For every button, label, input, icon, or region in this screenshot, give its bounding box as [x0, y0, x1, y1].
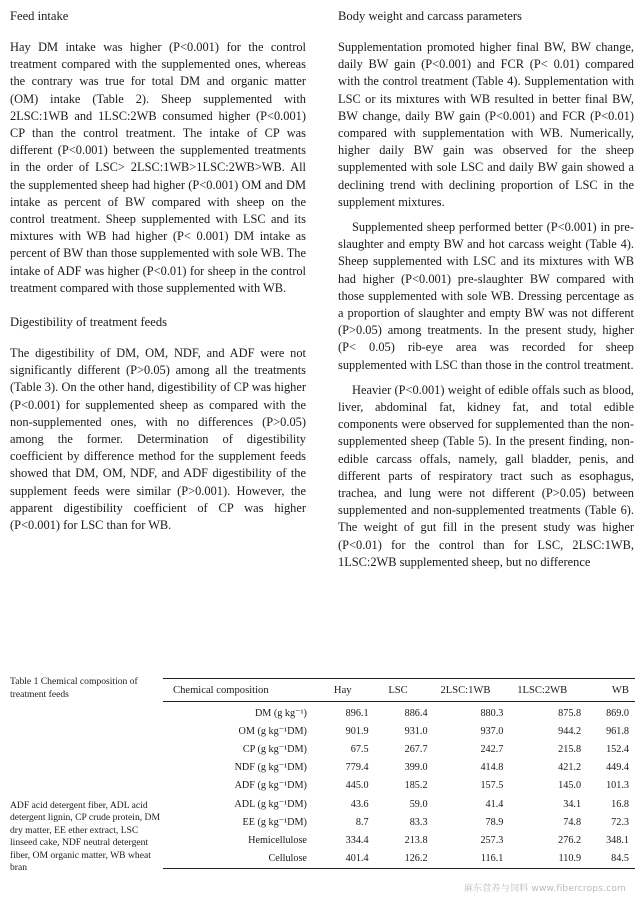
table-cell: 421.2 [558, 762, 582, 774]
table-row [163, 831, 635, 849]
table-footnote: ADF acid detergent fiber, ADL acid detergent lignin, CP crude protein, DM dry matter, EE ether extract, LSC linseed cake, NDF neutral detergent fiber, OM organic matter, WB wheat bran [10, 800, 161, 874]
paragraph-body-weight-1: Supplementation promoted higher final BW, BW change, daily BW gain (P<0.001) and FCR (P< 0.01) compared with the control treatment (Table 4). Supplementation with LSC or its mixtures with WB resulted in better final BW, BW change, daily BW gain (P<0.001) and FCR (P<0.01) compared with supplementation with WB. Numerically, higher daily BW gain was observed for the sheep supplemented with sole LSC and daily BW gain showed a declining trend with declining proportion of LSC in the supplement mixtures. [338, 40, 634, 209]
table-cell: Cellulose [163, 850, 317, 869]
chemical-composition-table [163, 678, 635, 869]
table-cell: 78.9 [485, 816, 504, 828]
table-cell: 449.4 [606, 762, 629, 774]
table-cell: CP (g kg⁻¹DM) [242, 743, 307, 755]
table-cell: 152.4 [606, 743, 629, 755]
table-cell: 215.8 [558, 743, 582, 755]
table-cell: 886.4 [404, 707, 428, 719]
table-cell: 145.0 [558, 780, 582, 792]
table-cell: 213.8 [404, 834, 428, 846]
table-header-cell: Hay [317, 679, 369, 702]
table-row [163, 759, 635, 777]
table-row [163, 702, 635, 723]
table-header-cell: 2LSC:1WB [428, 679, 504, 702]
table-cell: 880.3 [480, 707, 504, 719]
paragraph-body-weight-2: Supplemented sheep performed better (P<0.001) in pre-slaughter and empty BW and hot carcass weight (Table 4). Sheep supplemented with LSC and its mixtures with WB had higher (P<0.001) pre-slaughter BW compared with those supplemented with sole WB. Dressing percentage as a proportion of slaughter and empty BW was not different (P>0.05) among treatments. In the present study, higher (P< 0.05) rib-eye area was recorded for sheep supplemented with LSC than those in the control treatment. [338, 220, 634, 372]
table-cell: 101.3 [606, 780, 629, 792]
section-heading-digestibility: Digestibility of treatment feeds [10, 315, 168, 330]
left-column [10, 8, 306, 534]
table-header-row [163, 679, 635, 702]
table-row [163, 777, 635, 795]
table-cell: ADL (g kg⁻¹DM) [234, 798, 307, 810]
table-cell: 72.3 [611, 816, 629, 828]
paragraph-feed-intake: Hay DM intake was higher (P<0.001) for the control treatment compared with the supplemented ones, whereas the contrary was true for total DM and organic matter (OM) intake (Table 2). Sheep supplemented with 2LSC:1WB and 1LSC:2WB consumed higher (P<0.001) CP than the control treatment. The intake of CP was different (P<0.001) between the supplemented treatments in the order of LSC> 2LSC:1WB>1LSC:2WB>WB. All the supplemented sheep had higher (P<0.001) OM and DM intake as percent of BW compared with sheep on the control treatment. Sheep supplemented with LSC and its mixtures with WB had higher (P< 0.001) DM intake as percent of BW than those supplemented with sole WB. The intake of ADF was higher (P<0.01) for sheep in the control treatment compared with those supplemented with WB. [10, 40, 306, 295]
right-column [338, 8, 634, 571]
table-row [163, 795, 635, 813]
table-cell: 116.1 [428, 850, 504, 869]
table-cell: 779.4 [345, 762, 369, 774]
table-row [163, 740, 635, 758]
table-cell: 67.5 [350, 743, 369, 755]
table-cell: 875.8 [558, 707, 582, 719]
table-cell: 84.5 [581, 850, 635, 869]
table-row [163, 850, 635, 869]
table-title: Table 1 Chemical composition of treatment feeds [10, 676, 138, 700]
table-cell: 43.6 [350, 798, 369, 810]
table-cell: ADF (g kg⁻¹DM) [234, 780, 307, 792]
table-cell: 937.0 [480, 725, 504, 737]
table-cell: 83.3 [409, 816, 428, 828]
table-header-cell: Chemical composition [163, 679, 317, 702]
table-cell: 34.1 [563, 798, 582, 810]
table-cell: 41.4 [485, 798, 504, 810]
table-cell: 931.0 [404, 725, 428, 737]
table-cell: 348.1 [606, 834, 629, 846]
table-cell: OM (g kg⁻¹DM) [238, 725, 307, 737]
table-cell: 110.9 [503, 850, 581, 869]
table-cell: 267.7 [404, 743, 428, 755]
table-cell: 276.2 [558, 834, 582, 846]
table-cell: 896.1 [345, 707, 369, 719]
table-cell: 445.0 [345, 780, 369, 792]
table-row [163, 722, 635, 740]
table-cell: 257.3 [480, 834, 504, 846]
table-cell: 414.8 [480, 762, 504, 774]
table-row [163, 813, 635, 831]
table-cell: 399.0 [404, 762, 428, 774]
table-cell: 944.2 [558, 725, 582, 737]
table-cell: 16.8 [611, 798, 629, 810]
paragraph-digestibility: The digestibility of DM, OM, NDF, and ADF were not significantly different (P>0.05) among all the treatments (Table 3). On the other hand, digestibility of CP was higher (P<0.001) for supplemented sheep as compared with the non-supplemented ones, with no differences (P>0.05) among the former. Determination of digestibility coefficient by difference method for the supplement feeds showed that DM, OM, NDF, and ADF digestibility of the supplement feeds were similar (P>0.001). However, the apparent digestibility coefficient of CP was higher (P<0.001) for LSC than for WB. [10, 346, 306, 533]
table-cell: 401.4 [317, 850, 369, 869]
table-cell: 961.8 [606, 725, 629, 737]
table-cell: 334.4 [345, 834, 369, 846]
table-cell: 185.2 [404, 780, 428, 792]
table-cell: DM (g kg⁻¹) [254, 707, 307, 719]
table-cell: EE (g kg⁻¹DM) [242, 816, 307, 828]
section-heading-body-weight: Body weight and carcass parameters [338, 9, 522, 23]
table-cell: 126.2 [369, 850, 428, 869]
section-heading-feed-intake: Feed intake [10, 9, 69, 23]
table-cell: 8.7 [355, 816, 369, 828]
table-cell: 242.7 [480, 743, 504, 755]
table-cell: 901.9 [345, 725, 369, 737]
table-cell: 74.8 [563, 816, 582, 828]
table-header-cell: WB [581, 679, 635, 702]
paragraph-body-weight-3: Heavier (P<0.001) weight of edible offals such as blood, liver, abdominal fat, kidney fat, and total edible components were observed for supplemented than the non-supplemented sheep (Table 5). In the present finding, non-edible carcass offals, namely, gall bladder, penis, and different parts of respiratory tract such as esophagus, trachea, and lung were not different (P>0.05) between supplemented and non-supplemented treatments (Table 6). The weight of gut fill in the present study was higher (P<0.01) for the control than for LSC, 2LSC:1WB, 1LSC:2WB supplemented sheep, but no difference [338, 382, 634, 569]
table-header-cell: LSC [369, 679, 428, 702]
watermark-text: 麻东营养与饲料 www.fibercrops.com [463, 884, 626, 894]
table-caption [10, 676, 160, 701]
table-cell: Hemicellulose [248, 834, 307, 846]
table-header-cell: 1LSC:2WB [503, 679, 581, 702]
table-cell: 157.5 [480, 780, 504, 792]
table-cell: NDF (g kg⁻¹DM) [234, 762, 307, 774]
table-cell: 869.0 [606, 707, 629, 719]
table-cell: 59.0 [409, 798, 428, 810]
